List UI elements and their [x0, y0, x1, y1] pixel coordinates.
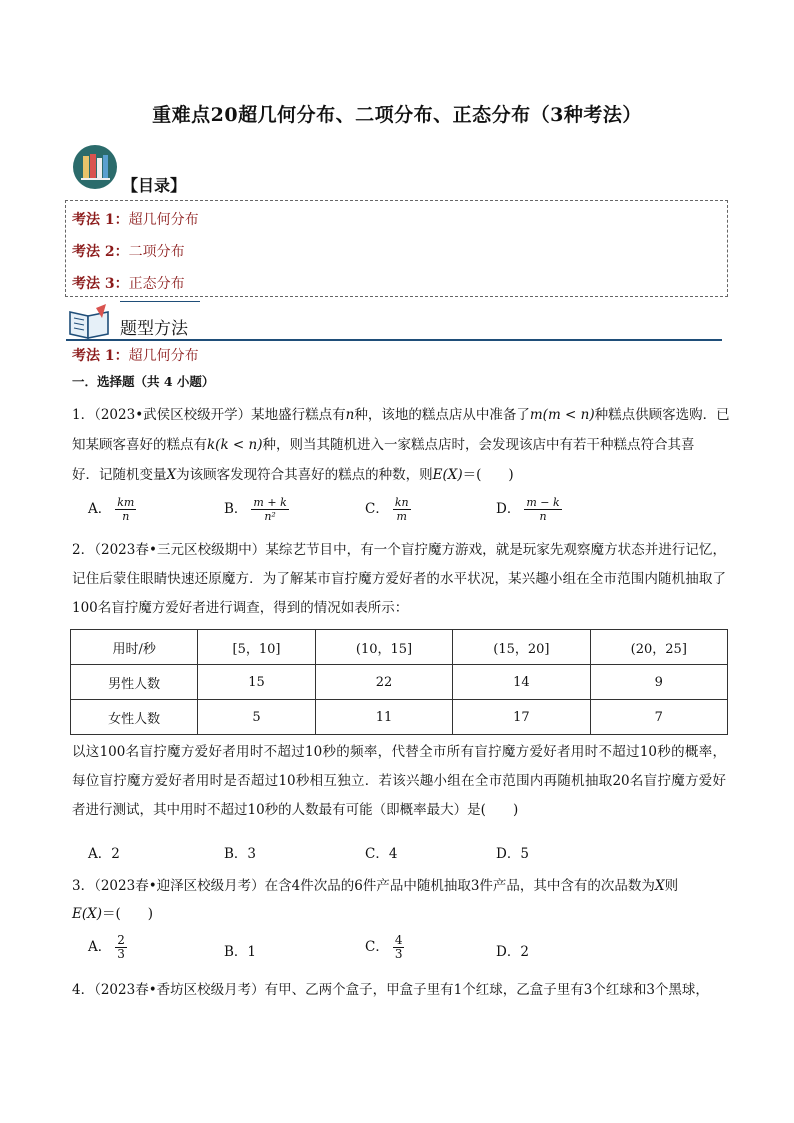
- q2-option-b[interactable]: B．3: [224, 846, 257, 862]
- page-title: 重难点20超几何分布、二项分布、正态分布（3种考法）: [152, 104, 642, 126]
- part-title: 一．选择题（共 4 小题）: [72, 374, 215, 389]
- section-title: 题型方法: [120, 319, 188, 339]
- q3-option-c[interactable]: C． $\frac{4}{3}$: [365, 933, 403, 961]
- q2-after-text: 以这100名盲拧魔方爱好者用时不超过10秒的频率，代替全市所有盲拧魔方爱好者用时不超过10秒的概率，每位盲拧魔方爱好者用时是否超过10秒相互独立．若该兴趣小组在全市范围内再随机抽取20名盲拧魔方爱好者进行测试，其中用时不超过10秒的人数最有可能（即概率最大）是( ): [72, 744, 726, 818]
- open-book-icon: [66, 302, 114, 342]
- table-row: 男性人数 15 22 14 9: [71, 665, 728, 700]
- q1-option-a[interactable]: A． $\frac{km}{n}$: [88, 496, 135, 523]
- q3-option-a[interactable]: A． $\frac{2}{3}$: [88, 933, 125, 961]
- toc-item-2[interactable]: 考法 2：二项分布: [72, 244, 185, 260]
- q2-option-d[interactable]: D．5: [496, 846, 529, 862]
- toc-item-1[interactable]: 考法 1：超几何分布: [72, 212, 199, 228]
- q1-line-2: 知某顾客喜好的糕点有k(k < n)种，则当其随机进入一家糕点店时，会发现该店中有若干种糕点符合其喜: [72, 437, 695, 453]
- q1-option-b[interactable]: B． $\frac{m + k}{\text{n²}}$: [224, 496, 287, 523]
- toc-heading: 【目录】: [122, 176, 187, 195]
- q2-option-a[interactable]: A．2: [88, 846, 120, 862]
- books-logo-icon: [72, 144, 118, 190]
- q3-line-1: 3．（2023春•迎泽区校级月考）在含4件次品的6件产品中随机抽取3件产品，其中含有的次品数为X则: [72, 878, 679, 894]
- q2-table: [70, 629, 728, 735]
- q1-line-1: 1．（2023•武侯区校级开学）某地盛行糕点有n种，该地的糕点店从中准备了m(m < n)种糕点供顾客选购．已: [72, 407, 730, 423]
- section-divider-top: [120, 301, 200, 302]
- table-header-row: 用时/秒 [5，10] (10，15] (15，20] (20，25]: [71, 630, 728, 665]
- q3-option-b[interactable]: B．1: [224, 944, 257, 960]
- q2-option-c[interactable]: C．4: [365, 846, 398, 862]
- q1-line-3: 好．记随机变量X为该顾客发现符合其喜好的糕点的种数，则E(X)＝( ): [72, 467, 514, 483]
- q3-line-2: E(X)＝( ): [72, 906, 154, 922]
- section-divider: [66, 339, 722, 341]
- q4-text: 4．（2023春•香坊区校级月考）有甲、乙两个盒子，甲盒子里有1个红球，乙盒子里有3个红球和3个黑球，: [72, 982, 709, 998]
- q2-text: 2．（2023春•三元区校级期中）某综艺节目中，有一个盲拧魔方游戏，就是玩家先观察魔方状态并进行记忆，记住后蒙住眼睛快速还原魔方．为了解某市盲拧魔方爱好者的水平状况，某兴趣小组在全市范围内随机抽取了100名盲拧魔方爱好者进行调查，得到的情况如表所示：: [72, 542, 726, 616]
- method-title: 考法 1：超几何分布: [72, 348, 199, 364]
- toc-item-3[interactable]: 考法 3：正态分布: [72, 276, 185, 292]
- table-row: 女性人数 5 11 17 7: [71, 700, 728, 735]
- q1-option-c[interactable]: C． $\frac{kn}{m}$: [365, 496, 409, 523]
- q3-option-d[interactable]: D．2: [496, 944, 529, 960]
- q1-option-d[interactable]: D． $\frac{m - k}{n}$: [496, 496, 560, 523]
